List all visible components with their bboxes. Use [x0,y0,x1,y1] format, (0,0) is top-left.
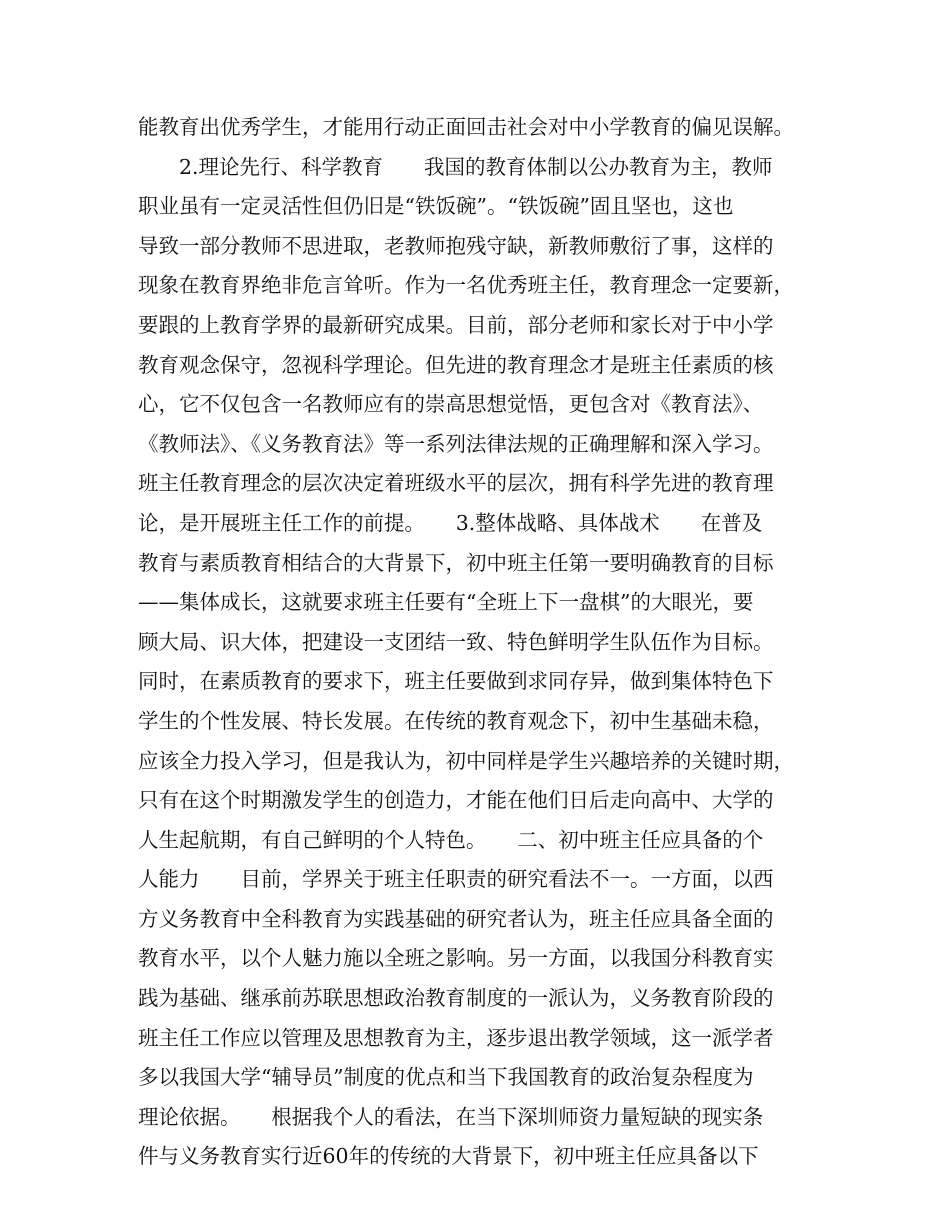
text-line: 心，它不仅包含一名教师应有的崇高思想觉悟，更包含对《教育法》、 [138,392,764,417]
text-line: 学生的个性发展、特长发展。在传统的教育观念下，初中生基础未稳， [138,708,774,733]
text-line: 同时，在素质教育的要求下，班主任要做到求同存异，做到集体特色下 [138,669,774,694]
text-line: 教育水平，以个人魅力施以全班之影响。另一方面，以我国分科教育实 [138,946,774,971]
text-line: 理论依据。 根据我个人的看法，在当下深圳师资力量短缺的现实条 [138,1104,764,1129]
text-line: 教育与素质教育相结合的大背景下，初中班主任第一要明确教育的目标 [138,550,774,575]
text-line: 人能力 目前，学界关于班主任职责的研究看法不一。一方面，以西 [138,867,774,892]
text-line: 顾大局、识大体，把建设一支团结一致、特色鲜明学生队伍作为目标。 [138,629,774,654]
text-line: 2.理论先行、科学教育 我国的教育体制以公办教育为主，教师 [138,154,773,179]
text-line: 班主任工作应以管理及思想教育为主，逐步退出教学领域，这一派学者 [138,1025,774,1050]
text-line: 能教育出优秀学生，才能用行动正面回击社会对中小学教育的偏见误解。 [138,115,794,139]
text-line: 论，是开展班主任工作的前提。 3.整体战略、具体战术 在普及 [138,510,763,535]
text-line: 件与义务教育实行近60年的传统的大背景下，初中班主任应具备以下 [138,1144,759,1169]
text-line: 教育观念保守，忽视科学理论。但先进的教育理念才是班主任素质的核 [138,352,774,377]
text-line: 职业虽有一定灵活性但仍旧是“铁饭碗”。“铁饭碗”固且坚也，这也 [138,194,734,219]
text-line: 多以我国大学“辅导员”制度的优点和当下我国教育的政治复杂程度为 [138,1065,754,1090]
body-text [138,108,828,1177]
text-line: 应该全力投入学习，但是我认为，初中同样是学生兴趣培养的关键时期， [138,748,794,773]
text-line: ——集体成长，这就要求班主任要有“全班上下一盘棋”的大眼光，要 [138,590,754,615]
text-line: 现象在教育界绝非危言耸听。作为一名优秀班主任，教育理念一定要新， [138,273,794,298]
text-line: 要跟的上教育学界的最新研究成果。目前，部分老师和家长对于中小学 [138,312,774,337]
text-line: 只有在这个时期激发学生的创造力，才能在他们日后走向高中、大学的 [138,788,774,813]
text-line: 导致一部分教师不思进取，老教师抱残守缺，新教师敷衍了事，这样的 [138,233,774,258]
text-line: 方义务教育中全科教育为实践基础的研究者认为，班主任应具备全面的 [138,906,774,931]
text-line: 人生起航期，有自己鲜明的个人特色。 二、初中班主任应具备的个 [138,827,764,852]
text-line: 践为基础、继承前苏联思想政治教育制度的一派认为，义务教育阶段的 [138,986,774,1011]
text-line: 班主任教育理念的层次决定着班级水平的层次，拥有科学先进的教育理 [138,471,774,496]
text-line: 《教师法》、《义务教育法》等一系列法律法规的正确理解和深入学习。 [138,431,774,456]
